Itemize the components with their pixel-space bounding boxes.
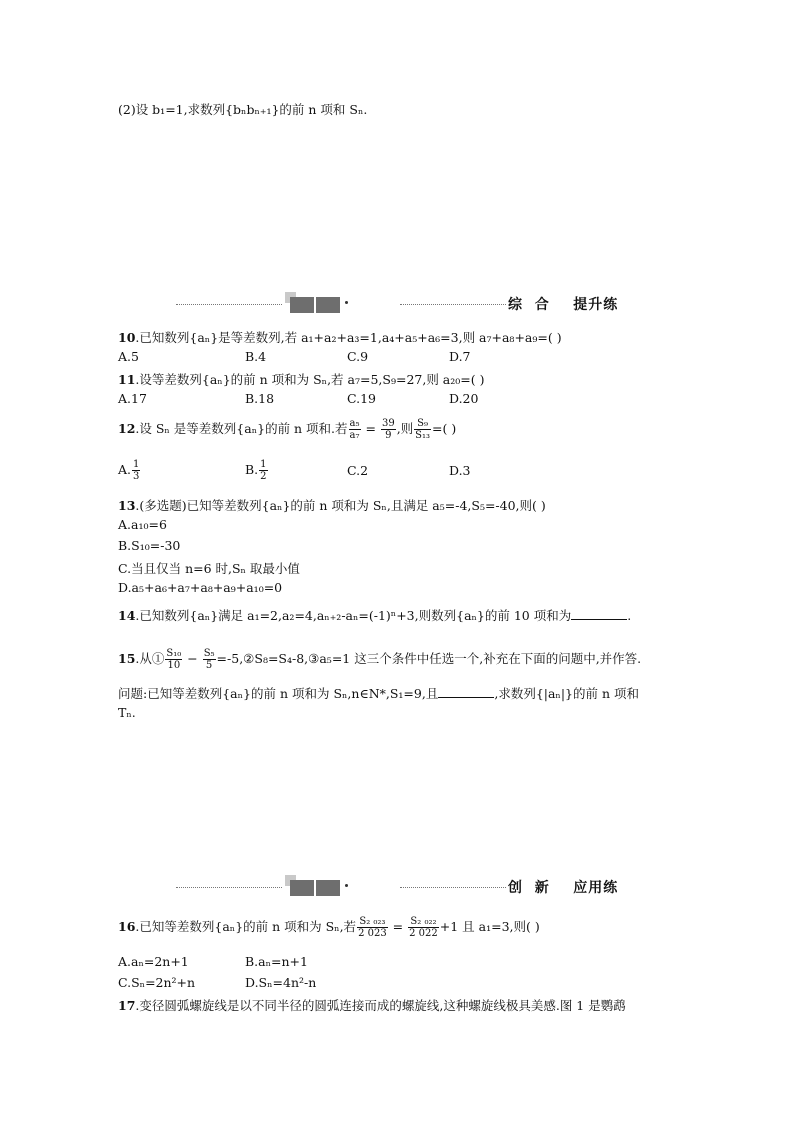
question-number: 15	[118, 651, 136, 666]
option-d: D.7	[449, 349, 471, 364]
question-16: 16.已知等差数列{aₙ}的前 n 项和为 Sₙ,若 $\frac{\text{S₂ ₀₂₃}}{2 023}$ = $\frac{\text{S₂ ₀₂₂}}{2 022}$ +1 且 a₁=3,则( )	[118, 916, 540, 939]
question-17	[118, 996, 626, 1014]
question-14: 14.已知数列{aₙ}满足 a₁=2,a₂=4,aₙ₊₂-aₙ=(-1)ⁿ+3,则数列{aₙ}的前 10 项和为 .	[118, 608, 632, 623]
question-10	[118, 328, 562, 346]
fraction: $\frac{\text{a₅}}{\text{a₇}}$	[349, 418, 360, 441]
option-b: B.18	[245, 391, 275, 406]
option-c: C.当且仅当 n=6 时,Sₙ 取最小值	[118, 561, 300, 576]
question-number: 16	[118, 919, 136, 934]
option-c: C.19	[347, 391, 376, 406]
decor-block-icon	[290, 880, 314, 896]
section-header-innovation	[0, 875, 794, 899]
option-a: A.17	[118, 391, 147, 406]
answer-blank	[438, 687, 494, 698]
fraction: $\frac{\text{S₉}}{\text{S₁₃}}$	[415, 418, 431, 441]
dotted-rule-right	[400, 887, 506, 888]
question-13	[118, 496, 546, 514]
question-stem: .设等差数列{aₙ}的前 n 项和为 Sₙ,若 a₇=5,S₉=27,则 a₂₀=( )	[135, 372, 485, 387]
decor-block-icon	[316, 880, 340, 896]
option-b: B. $\frac{1}{2}$	[245, 459, 267, 482]
question-stem: .(多选题)已知等差数列{aₙ}的前 n 项和为 Sₙ,且满足 a₅=-4,S₅=-40,则( )	[135, 498, 546, 513]
option-a: A.aₙ=2n+1	[118, 954, 189, 969]
question-stem: .已知数列{aₙ}是等差数列,若 a₁+a₂+a₃=1,a₄+a₅+a₆=3,则 a₇+a₈+a₉=( )	[135, 330, 562, 345]
question-number: 14	[118, 608, 136, 623]
option-d: D.20	[449, 391, 479, 406]
option-d: D.3	[449, 463, 471, 478]
question-15: 15.从① $\frac{\text{S₁₀}}{10}$ − $\frac{\text{S₅}}{5}$ =-5,②S₈=S₄-8,③a₅=1 这三个条件中任选一个,补充在下面的问题中,并作答.	[118, 648, 642, 671]
bullet-icon	[345, 884, 348, 887]
question-number: 17	[118, 998, 136, 1013]
dotted-rule-right	[400, 304, 506, 305]
section-title: 创 新 应用练	[508, 880, 619, 896]
fraction: $\frac{39}{9}$	[381, 418, 395, 441]
option-c: C.Sₙ=2n²+n	[118, 975, 196, 990]
option-a: A.5	[118, 349, 139, 364]
question-9-part2: (2)设 b₁=1,求数列{bₙbₙ₊₁}的前 n 项和 Sₙ.	[118, 102, 368, 117]
section-header-comprehensive	[0, 292, 794, 316]
dotted-rule-left	[176, 887, 282, 888]
bullet-icon	[345, 301, 348, 304]
question-stem: .设 Sₙ 是等差数列{aₙ}的前 n 项和.若	[135, 421, 348, 436]
answer-blank	[571, 609, 627, 620]
decor-block-icon	[290, 297, 314, 313]
decor-block-icon	[316, 297, 340, 313]
fraction: $\frac{\text{S₅}}{5}$	[203, 648, 215, 671]
option-d: D.a₅+a₆+a₇+a₈+a₉+a₁₀=0	[118, 580, 283, 595]
option-b: B.S₁₀=-30	[118, 538, 181, 553]
question-number: 12	[118, 421, 136, 436]
question-number: 13	[118, 498, 136, 513]
section-title: 综 合 提升练	[508, 297, 619, 313]
question-15-problem-cont: Tₙ.	[118, 705, 136, 720]
question-12: 12.设 Sₙ 是等差数列{aₙ}的前 n 项和.若 $\frac{\text{a₅}}{\text{a₇}}$ = $\frac{39}{9}$ ,则 $\frac{\text{S₉}}{\text{S₁₃}}$ =( )	[118, 418, 457, 441]
question-stem: .变径圆弧螺旋线是以不同半径的圆弧连接而成的螺旋线,这种螺旋线极具美感.图 1 是鹦鹉	[135, 998, 626, 1013]
question-number: 11	[118, 372, 136, 387]
fraction: $\frac{\text{S₂ ₀₂₂}}{2 022}$	[409, 916, 438, 939]
question-11	[118, 370, 484, 388]
option-c: C.2	[347, 463, 369, 478]
question-stem: .已知数列{aₙ}满足 a₁=2,a₂=4,aₙ₊₂-aₙ=(-1)ⁿ+3,则数列{aₙ}的前 10 项和为	[135, 608, 572, 623]
option-a: A.a₁₀=6	[118, 517, 167, 532]
fraction: $\frac{\text{S₂ ₀₂₃}}{2 023}$	[358, 916, 387, 939]
fraction: $\frac{\text{S₁₀}}{10}$	[166, 648, 182, 671]
option-b: B.aₙ=n+1	[245, 954, 308, 969]
option-c: C.9	[347, 349, 369, 364]
option-a: A. $\frac{1}{3}$	[118, 459, 140, 482]
option-b: B.4	[245, 349, 267, 364]
question-15-problem: 问题:已知等差数列{aₙ}的前 n 项和为 Sₙ,n∈N*,S₁=9,且 ,求数列{|aₙ|}的前 n 项和	[118, 686, 640, 701]
option-d: D.Sₙ=4n²-n	[245, 975, 317, 990]
dotted-rule-left	[176, 304, 282, 305]
question-number: 10	[118, 330, 136, 345]
